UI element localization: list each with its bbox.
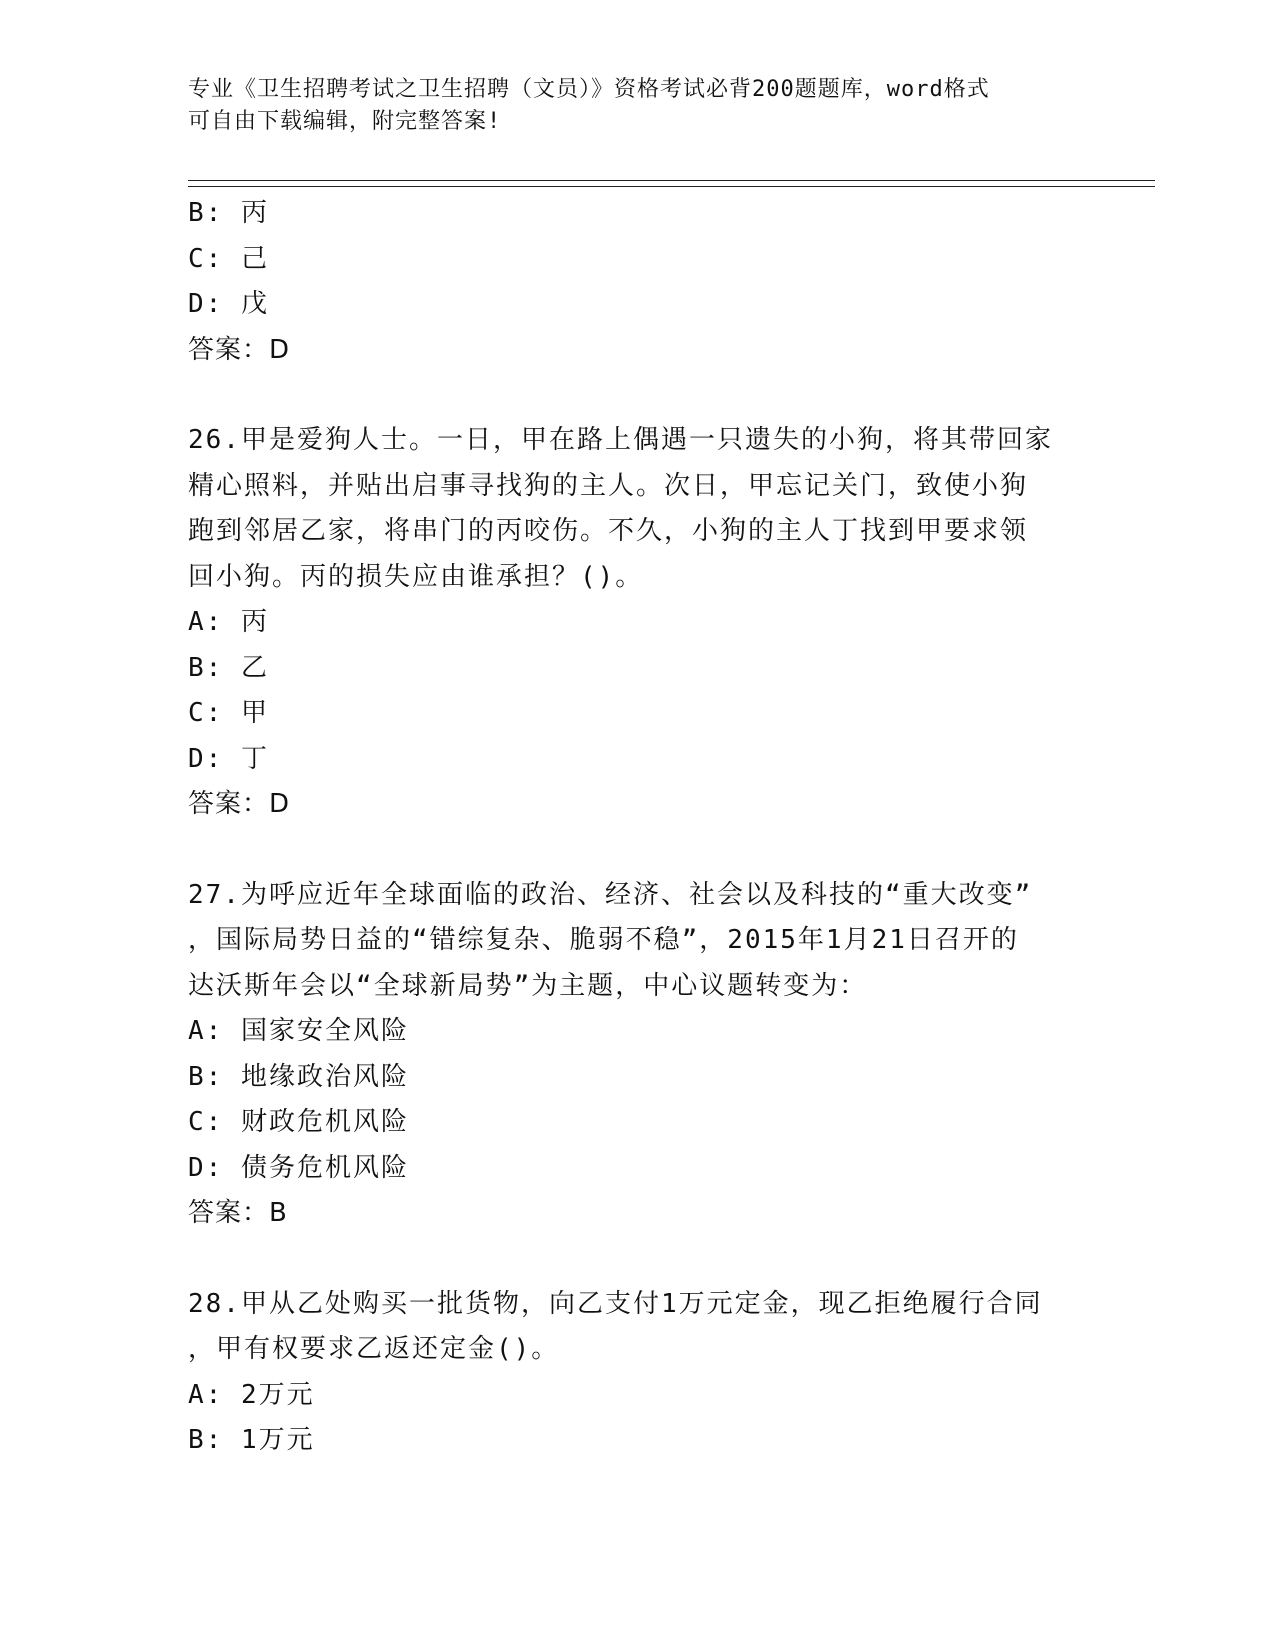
document-header bbox=[188, 74, 1088, 138]
q25-answer: 答案：D bbox=[188, 334, 291, 365]
spacer bbox=[188, 373, 1088, 418]
q27-stem-line-2: ，国际局势日益的“错综复杂、脆弱不稳”，2015年1月21日召开的 bbox=[188, 925, 1019, 955]
q26-stem-line-1: 26.甲是爱狗人士。一日，甲在路上偶遇一只遗失的小狗，将其带回家 bbox=[188, 425, 1053, 455]
question-26 bbox=[188, 418, 1088, 828]
q26-stem-line-2: 精心照料，并贴出启事寻找狗的主人。次日，甲忘记关门，致使小狗 bbox=[188, 470, 1029, 501]
q27-stem-line-1: 27.为呼应近年全球面临的政治、经济、社会以及科技的“重大改变” bbox=[188, 879, 1033, 910]
q26-option-a: A: 丙 bbox=[188, 607, 269, 637]
q28-stem-line-2: ，甲有权要求乙返还定金()。 bbox=[188, 1334, 560, 1364]
q26-answer: 答案：D bbox=[188, 789, 291, 819]
q26-option-d: D: 丁 bbox=[188, 743, 269, 774]
header-double-rule bbox=[188, 180, 1155, 187]
q27-answer: 答案：B bbox=[188, 1198, 288, 1228]
q27-option-a: A: 国家安全风险 bbox=[188, 1016, 409, 1046]
document-body bbox=[188, 191, 1088, 1464]
q28-option-b: B: 1万元 bbox=[188, 1425, 315, 1455]
q25-option-c: C: 己 bbox=[188, 243, 269, 274]
spacer bbox=[188, 1237, 1088, 1282]
q27-option-c: C: 财政危机风险 bbox=[188, 1107, 409, 1137]
q26-stem-line-4: 回小狗。丙的损失应由谁承担？()。 bbox=[188, 561, 644, 592]
question-28 bbox=[188, 1282, 1088, 1464]
question-27 bbox=[188, 873, 1088, 1237]
q27-stem-line-3: 达沃斯年会以“全球新局势”为主题，中心议题转变为： bbox=[188, 970, 868, 1001]
q26-option-c: C: 甲 bbox=[188, 698, 269, 728]
q26-option-b: B: 乙 bbox=[188, 652, 269, 683]
q25-option-b: B: 丙 bbox=[188, 198, 269, 228]
q27-option-b: B: 地缘政治风险 bbox=[188, 1061, 409, 1092]
q26-stem-line-3: 跑到邻居乙家，将串门的丙咬伤。不久，小狗的主人丁找到甲要求领 bbox=[188, 516, 1029, 546]
q28-option-a: A: 2万元 bbox=[188, 1379, 315, 1410]
q25-option-d: D: 戊 bbox=[188, 289, 269, 319]
q28-stem-line-1: 28.甲从乙处购买一批货物，向乙支付1万元定金，现乙拒绝履行合同 bbox=[188, 1288, 1043, 1319]
q27-option-d: D: 债务危机风险 bbox=[188, 1152, 409, 1183]
spacer bbox=[188, 828, 1088, 873]
header-title-line-1: 专业《卫生招聘考试之卫生招聘（文员）》资格考试必背200题题库，word格式 bbox=[188, 77, 990, 102]
header-title-line-2: 可自由下载编辑，附完整答案! bbox=[188, 109, 502, 134]
question-25-tail bbox=[188, 191, 1088, 373]
